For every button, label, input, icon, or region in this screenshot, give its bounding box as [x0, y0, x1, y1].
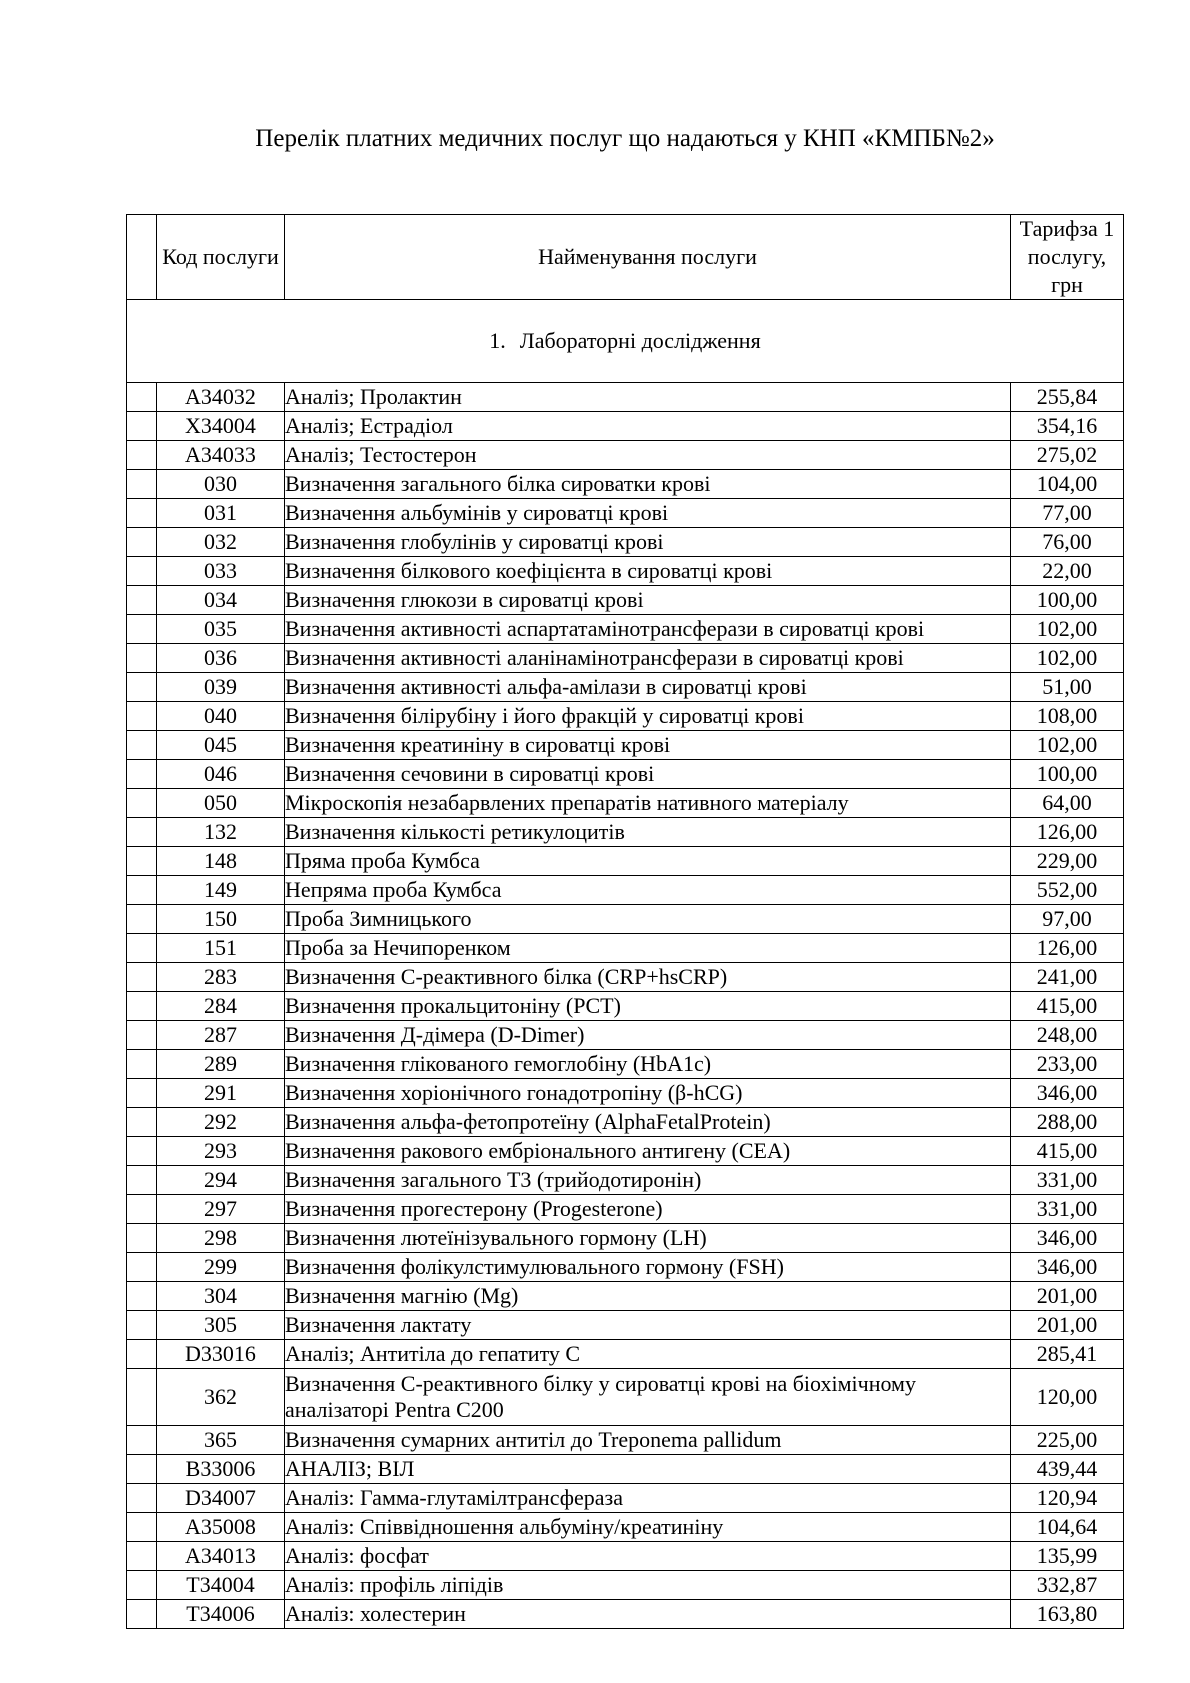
table-row	[127, 1021, 1124, 1050]
table-row	[127, 1050, 1124, 1079]
row-number-cell	[127, 615, 157, 644]
service-price: 415,00	[1011, 1137, 1124, 1166]
table-row	[127, 615, 1124, 644]
service-name: Визначення сумарних антитіл до Treponema pallidum	[285, 1426, 1011, 1455]
service-price: 346,00	[1011, 1079, 1124, 1108]
service-price: 201,00	[1011, 1311, 1124, 1340]
row-number-cell	[127, 1484, 157, 1513]
service-code: 033	[157, 557, 285, 586]
service-price: 163,80	[1011, 1600, 1124, 1629]
service-code: 289	[157, 1050, 285, 1079]
table-row	[127, 1108, 1124, 1137]
service-price: 233,00	[1011, 1050, 1124, 1079]
service-name: Аналіз; Пролактин	[285, 383, 1011, 412]
row-number-cell	[127, 905, 157, 934]
table-header-row	[127, 215, 1124, 300]
row-number-cell	[127, 1282, 157, 1311]
table-row	[127, 760, 1124, 789]
service-code: 132	[157, 818, 285, 847]
service-price: 285,41	[1011, 1340, 1124, 1369]
row-number-cell	[127, 441, 157, 470]
row-number-cell	[127, 673, 157, 702]
service-name: Визначення активності аспартатамінотрансферази в сироватці крові	[285, 615, 1011, 644]
row-number-cell	[127, 1311, 157, 1340]
service-code: 287	[157, 1021, 285, 1050]
service-name: Пряма проба Кумбса	[285, 847, 1011, 876]
service-price: 51,00	[1011, 673, 1124, 702]
service-code: 030	[157, 470, 285, 499]
service-name: Мікроскопія незабарвлених препаратів нативного матеріалу	[285, 789, 1011, 818]
table-row	[127, 1137, 1124, 1166]
table-row	[127, 1484, 1124, 1513]
row-number-cell	[127, 731, 157, 760]
service-code: 283	[157, 963, 285, 992]
service-name: Аналіз: профіль ліпідів	[285, 1571, 1011, 1600]
service-code: T34006	[157, 1600, 285, 1629]
table-row	[127, 1513, 1124, 1542]
service-code: 297	[157, 1195, 285, 1224]
service-price: 135,99	[1011, 1542, 1124, 1571]
service-code: 151	[157, 934, 285, 963]
table-row	[127, 1542, 1124, 1571]
table-row	[127, 789, 1124, 818]
service-price: 97,00	[1011, 905, 1124, 934]
row-number-cell	[127, 1195, 157, 1224]
service-code: 299	[157, 1253, 285, 1282]
service-code: 293	[157, 1137, 285, 1166]
service-price: 331,00	[1011, 1195, 1124, 1224]
service-code: 365	[157, 1426, 285, 1455]
section-title: Лабораторні дослідження	[519, 328, 761, 353]
row-number-cell	[127, 1340, 157, 1369]
service-price: 104,64	[1011, 1513, 1124, 1542]
service-code: 031	[157, 499, 285, 528]
service-price: 439,44	[1011, 1455, 1124, 1484]
row-number-cell	[127, 1021, 157, 1050]
service-name: Визначення Д-дімера (D-Dimer)	[285, 1021, 1011, 1050]
table-row	[127, 383, 1124, 412]
service-name: Непряма проба Кумбса	[285, 876, 1011, 905]
service-price: 332,87	[1011, 1571, 1124, 1600]
row-number-cell	[127, 847, 157, 876]
service-code: 032	[157, 528, 285, 557]
service-code: 362	[157, 1369, 285, 1426]
service-price: 120,00	[1011, 1369, 1124, 1426]
row-number-cell	[127, 1108, 157, 1137]
service-price: 331,00	[1011, 1166, 1124, 1195]
row-number-cell	[127, 1079, 157, 1108]
service-price: 552,00	[1011, 876, 1124, 905]
service-name: Визначення магнію (Mg)	[285, 1282, 1011, 1311]
row-number-cell	[127, 1513, 157, 1542]
table-row	[127, 876, 1124, 905]
service-price: 108,00	[1011, 702, 1124, 731]
service-price: 229,00	[1011, 847, 1124, 876]
service-name: Визначення білкового коефіцієнта в сироватці крові	[285, 557, 1011, 586]
service-code: A35008	[157, 1513, 285, 1542]
service-code: 034	[157, 586, 285, 615]
service-name: Визначення білірубіну і його фракцій у сироватці крові	[285, 702, 1011, 731]
table-row	[127, 1426, 1124, 1455]
service-name: Аналіз; Естрадіол	[285, 412, 1011, 441]
table-row	[127, 644, 1124, 673]
service-price: 346,00	[1011, 1224, 1124, 1253]
table-row	[127, 1079, 1124, 1108]
table-row	[127, 1166, 1124, 1195]
service-price: 77,00	[1011, 499, 1124, 528]
row-number-cell	[127, 1600, 157, 1629]
row-number-cell	[127, 1224, 157, 1253]
service-price: 102,00	[1011, 615, 1124, 644]
table-row	[127, 1369, 1124, 1426]
service-name: Визначення активності альфа-амілази в сироватці крові	[285, 673, 1011, 702]
service-code: A34013	[157, 1542, 285, 1571]
service-name: Визначення креатиніну в сироватці крові	[285, 731, 1011, 760]
row-number-cell	[127, 1369, 157, 1426]
service-code: A34032	[157, 383, 285, 412]
service-name: Визначення прокальцитоніну (PCT)	[285, 992, 1011, 1021]
table-row	[127, 470, 1124, 499]
service-price: 241,00	[1011, 963, 1124, 992]
header-price: Тарифза 1 послугу, грн	[1011, 215, 1124, 300]
row-number-cell	[127, 992, 157, 1021]
table-row	[127, 557, 1124, 586]
row-number-cell	[127, 383, 157, 412]
row-number-cell	[127, 1050, 157, 1079]
row-number-cell	[127, 760, 157, 789]
service-price: 346,00	[1011, 1253, 1124, 1282]
service-name: Проба Зимницького	[285, 905, 1011, 934]
service-code: 148	[157, 847, 285, 876]
table-row	[127, 905, 1124, 934]
row-number-cell	[127, 818, 157, 847]
service-code: 149	[157, 876, 285, 905]
service-price: 201,00	[1011, 1282, 1124, 1311]
row-number-cell	[127, 1137, 157, 1166]
header-name: Найменування послуги	[285, 215, 1011, 300]
service-name: Визначення фолікулстимулювального гормону (FSH)	[285, 1253, 1011, 1282]
service-name: Визначення альбумінів у сироватці крові	[285, 499, 1011, 528]
service-code: 292	[157, 1108, 285, 1137]
header-number-cell	[127, 215, 157, 300]
service-name: Аналіз; Тестостерон	[285, 441, 1011, 470]
service-price: 22,00	[1011, 557, 1124, 586]
service-name: Визначення ракового ембріонального антигену (CEA)	[285, 1137, 1011, 1166]
service-code: 304	[157, 1282, 285, 1311]
service-code: 294	[157, 1166, 285, 1195]
service-code: 045	[157, 731, 285, 760]
table-row	[127, 1282, 1124, 1311]
row-number-cell	[127, 789, 157, 818]
service-code: 035	[157, 615, 285, 644]
service-price: 64,00	[1011, 789, 1124, 818]
service-price: 126,00	[1011, 818, 1124, 847]
service-code: T34004	[157, 1571, 285, 1600]
table-row	[127, 499, 1124, 528]
service-code: D34007	[157, 1484, 285, 1513]
services-table	[126, 214, 1124, 1629]
row-number-cell	[127, 1455, 157, 1484]
row-number-cell	[127, 528, 157, 557]
row-number-cell	[127, 412, 157, 441]
table-row	[127, 1571, 1124, 1600]
service-name: Визначення лактату	[285, 1311, 1011, 1340]
service-price: 104,00	[1011, 470, 1124, 499]
row-number-cell	[127, 557, 157, 586]
service-name: АНАЛІЗ; ВІЛ	[285, 1455, 1011, 1484]
table-row	[127, 1600, 1124, 1629]
service-name: Визначення С-реактивного білку у сироватці крові на біохімічному аналізаторі Pentra C200	[285, 1369, 1011, 1426]
service-code: 150	[157, 905, 285, 934]
page-title: Перелік платних медичних послуг що надаються у КНП «КМПБ№2»	[255, 125, 995, 152]
service-code: 305	[157, 1311, 285, 1340]
table-row	[127, 992, 1124, 1021]
row-number-cell	[127, 1542, 157, 1571]
service-name: Визначення глюкози в сироватці крові	[285, 586, 1011, 615]
service-name: Визначення альфа-фетопротеїну (AlphaFetalProtein)	[285, 1108, 1011, 1137]
table-row	[127, 934, 1124, 963]
table-row	[127, 528, 1124, 557]
service-price: 255,84	[1011, 383, 1124, 412]
service-price: 275,02	[1011, 441, 1124, 470]
service-name: Визначення активності аланінамінотрансферази в сироватці крові	[285, 644, 1011, 673]
service-code: A34033	[157, 441, 285, 470]
table-row	[127, 412, 1124, 441]
service-name: Визначення глікованого гемоглобіну (HbA1c)	[285, 1050, 1011, 1079]
service-code: B33006	[157, 1455, 285, 1484]
service-price: 288,00	[1011, 1108, 1124, 1137]
header-code: Код послуги	[157, 215, 285, 300]
service-code: 036	[157, 644, 285, 673]
service-code: 284	[157, 992, 285, 1021]
row-number-cell	[127, 876, 157, 905]
table-row	[127, 1340, 1124, 1369]
service-code: D33016	[157, 1340, 285, 1369]
table-row	[127, 673, 1124, 702]
service-name: Визначення загального білка сироватки крові	[285, 470, 1011, 499]
service-name: Визначення прогестерону (Progesterone)	[285, 1195, 1011, 1224]
table-row	[127, 1224, 1124, 1253]
row-number-cell	[127, 1253, 157, 1282]
table-row	[127, 1253, 1124, 1282]
service-name: Визначення лютеїнізувального гормону (LH)	[285, 1224, 1011, 1253]
service-name: Проба за Нечипоренком	[285, 934, 1011, 963]
section-number: 1.	[489, 328, 506, 353]
service-name: Визначення глобулінів у сироватці крові	[285, 528, 1011, 557]
row-number-cell	[127, 934, 157, 963]
table-row	[127, 586, 1124, 615]
service-price: 126,00	[1011, 934, 1124, 963]
service-code: 050	[157, 789, 285, 818]
service-price: 120,94	[1011, 1484, 1124, 1513]
service-code: 291	[157, 1079, 285, 1108]
row-number-cell	[127, 702, 157, 731]
service-name: Аналіз: Співвідношення альбуміну/креатиніну	[285, 1513, 1011, 1542]
service-price: 225,00	[1011, 1426, 1124, 1455]
table-row	[127, 702, 1124, 731]
service-price: 102,00	[1011, 731, 1124, 760]
service-price: 76,00	[1011, 528, 1124, 557]
service-price: 100,00	[1011, 760, 1124, 789]
service-code: 046	[157, 760, 285, 789]
service-code: 040	[157, 702, 285, 731]
table-row	[127, 1195, 1124, 1224]
service-name: Визначення сечовини в сироватці крові	[285, 760, 1011, 789]
row-number-cell	[127, 470, 157, 499]
table-row	[127, 731, 1124, 760]
row-number-cell	[127, 586, 157, 615]
row-number-cell	[127, 1426, 157, 1455]
service-price: 248,00	[1011, 1021, 1124, 1050]
service-name: Аналіз; Антитіла до гепатиту С	[285, 1340, 1011, 1369]
service-name: Визначення кількості ретикулоцитів	[285, 818, 1011, 847]
row-number-cell	[127, 1166, 157, 1195]
service-code: 039	[157, 673, 285, 702]
table-row	[127, 441, 1124, 470]
service-name: Аналіз: фосфат	[285, 1542, 1011, 1571]
section-heading	[127, 300, 1124, 383]
row-number-cell	[127, 963, 157, 992]
table-row	[127, 1311, 1124, 1340]
table-row	[127, 1455, 1124, 1484]
service-name: Визначення загального Т3 (трийодотиронін)	[285, 1166, 1011, 1195]
service-name: Визначення хоріонічного гонадотропіну (β-hCG)	[285, 1079, 1011, 1108]
row-number-cell	[127, 1571, 157, 1600]
service-price: 415,00	[1011, 992, 1124, 1021]
service-name: Визначення С-реактивного білка (CRP+hsCRP)	[285, 963, 1011, 992]
service-price: 100,00	[1011, 586, 1124, 615]
row-number-cell	[127, 644, 157, 673]
table-row	[127, 818, 1124, 847]
service-code: 298	[157, 1224, 285, 1253]
service-name: Аналіз: холестерин	[285, 1600, 1011, 1629]
table-row	[127, 963, 1124, 992]
service-price: 102,00	[1011, 644, 1124, 673]
row-number-cell	[127, 499, 157, 528]
service-code: X34004	[157, 412, 285, 441]
service-name: Аналіз: Гамма-глутамілтрансфераза	[285, 1484, 1011, 1513]
section-row	[127, 300, 1124, 383]
table-row	[127, 847, 1124, 876]
service-price: 354,16	[1011, 412, 1124, 441]
